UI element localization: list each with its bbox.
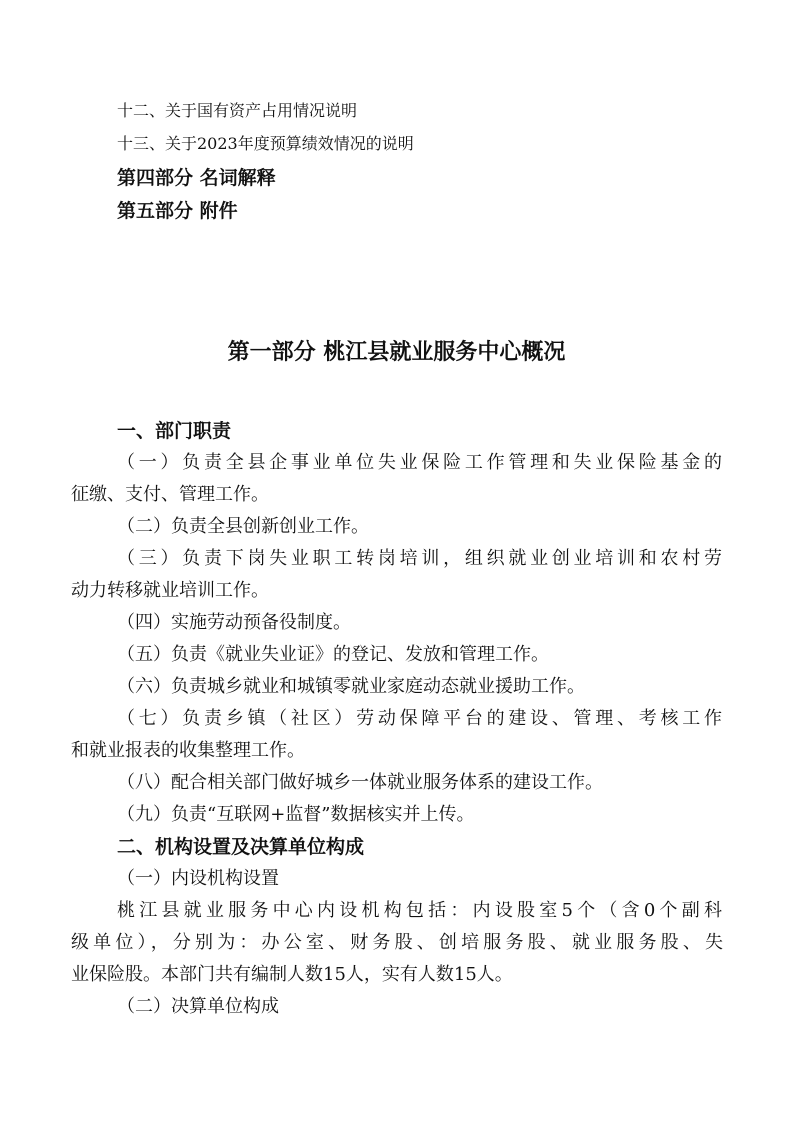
duty-5: （五）负责《就业失业证》的登记、发放和管理工作。 (117, 644, 549, 665)
duty-2: （二）负责全县创新创业工作。 (117, 516, 369, 537)
duty-8: （八）配合相关部门做好城乡一体就业服务体系的建设工作。 (117, 772, 603, 793)
section-title: 第一部分 桃江县就业服务中心概况 (227, 340, 566, 365)
duty-1-line-1: （一）负责全县企事业单位失业保险工作管理和失业保险基金的 (117, 452, 722, 473)
toc-item-12: 十二、关于国有资产占用情况说明 (117, 101, 358, 120)
org-paragraph-line-1: 桃江县就业服务中心内设机构包括：内设股室5个（含0个副科 (117, 900, 722, 921)
duty-3-line-1: （三）负责下岗失业职工转岗培训，组织就业创业培训和农村劳 (117, 548, 722, 569)
duty-7-line-2: 和就业报表的收集整理工作。 (71, 740, 305, 761)
toc-part-4: 第四部分 名词解释 (117, 167, 276, 189)
duty-9: （九）负责“互联网+监督”数据核实并上传。 (117, 804, 475, 825)
duty-3-line-2: 动力转移就业培训工作。 (71, 580, 269, 601)
duty-6: （六）负责城乡就业和城镇零就业家庭动态就业援助工作。 (117, 676, 585, 697)
toc-item-13: 十三、关于2023年度预算绩效情况的说明 (117, 134, 414, 153)
duty-1-line-2: 征缴、支付、管理工作。 (71, 484, 269, 505)
duty-7-line-1: （七）负责乡镇（社区）劳动保障平台的建设、管理、考核工作 (117, 708, 722, 729)
duty-4: （四）实施劳动预备役制度。 (117, 612, 351, 633)
heading-department-duties: 一、部门职责 (117, 420, 232, 442)
heading-organization: 二、机构设置及决算单位构成 (117, 836, 365, 858)
toc-part-5: 第五部分 附件 (117, 200, 238, 222)
org-subheading-1: （一）内设机构设置 (117, 868, 279, 889)
org-subheading-2: （二）决算单位构成 (117, 996, 279, 1017)
org-paragraph-line-3: 业保险股。本部门共有编制人数15人，实有人数15人。 (71, 964, 513, 985)
org-paragraph-line-2: 级单位），分别为：办公室、财务股、创培服务股、就业服务股、失 (71, 932, 723, 953)
